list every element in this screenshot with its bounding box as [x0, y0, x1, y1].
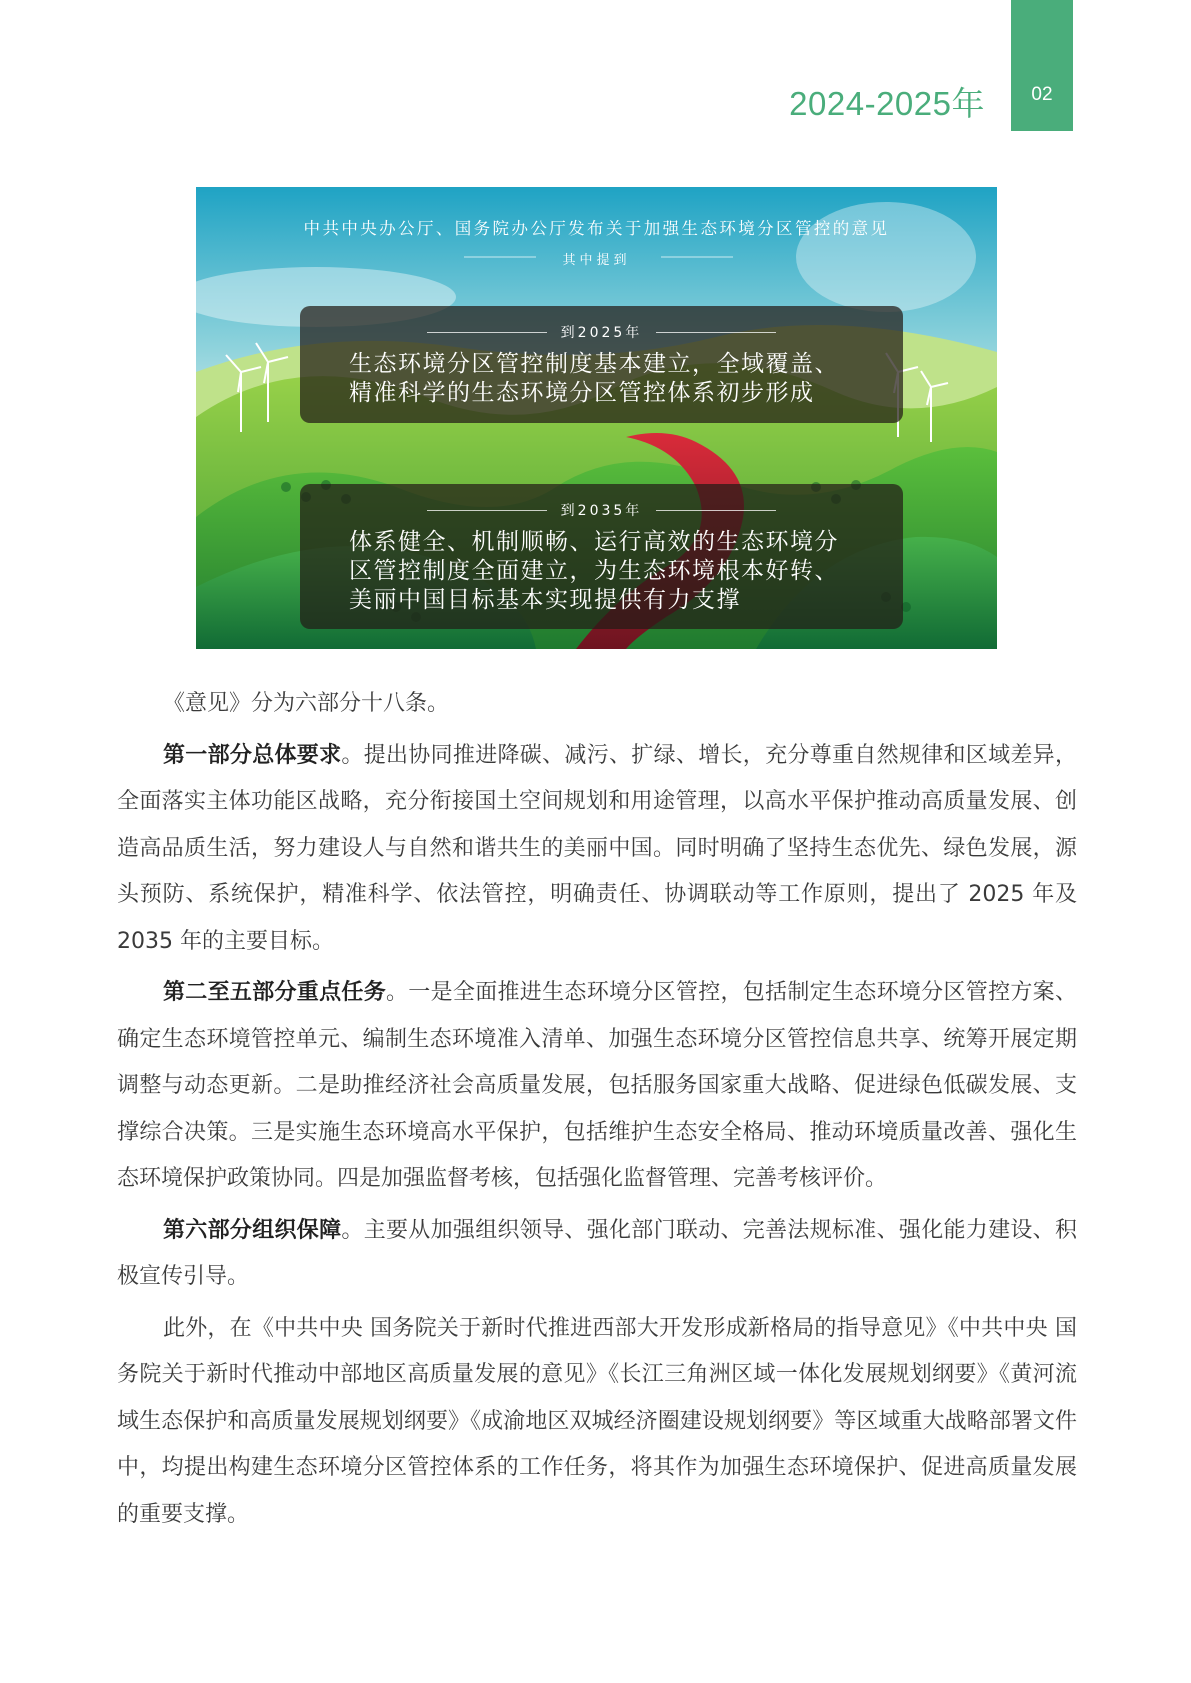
article-body — [117, 681, 1077, 1543]
goal-text: 生态环境分区管控制度基本建立，全域覆盖、 精准科学的生态环境分区管控体系初步形成 — [349, 351, 839, 406]
section-heading: 第一部分总体要求 — [163, 742, 342, 768]
paragraph-part-six — [117, 1208, 1077, 1301]
paragraph-intro: 《意见》分为六部分十八条。 — [163, 691, 450, 716]
paragraph-part-one — [117, 733, 1077, 966]
page-number-tab — [1011, 0, 1073, 131]
paragraph-additional: 此外，在《中共中央 国务院关于新时代推进西部大开发形成新格局的指导意见》《中共中央 国务院关于新时代推动中部地区高质量发展的意见》《长江三角洲区域一体化发展规划纲要》《黄河流域生态保护和高质量发展规划纲要》《成渝地区双城经济圈建设规划纲要》等区域重大战略部署文件中，均提出构建生态环境分区管控体系的工作任务，将其作为加强生态环境保护、促进高质量发展的重要支撑。 — [117, 1315, 1077, 1527]
header-year-label: 2024-2025年 — [789, 85, 985, 122]
banner-subtitle: 其中提到 — [562, 253, 631, 268]
section-heading: 第六部分组织保障 — [163, 1217, 342, 1243]
paragraph-text: 。一是全面推进生态环境分区管控，包括制定生态环境分区管控方案、确定生态环境管控单元、编制生态环境准入清单、加强生态环境分区管控信息共享、统筹开展定期调整与动态更新。二是助推经济社会高质量发展，包括服务国家重大战略、促进绿色低碳发展、支撑综合决策。三是实施生态环境高水平保护，包括维护生态安全格局、推动环境质量改善、强化生态环境保护政策协同。四是加强监督考核，包括强化监督管理、完善考核评价。 — [117, 980, 1077, 1191]
divider-line — [656, 510, 776, 511]
section-heading: 第二至五部分重点任务 — [163, 980, 386, 1005]
divider-line — [427, 510, 547, 511]
paragraph-text: 。主要从加强组织领导、强化部门联动、完善法规标准、强化能力建设、积极宣传引导。 — [117, 1217, 1077, 1289]
goal-box-2035 — [300, 484, 903, 629]
paragraph-text: 。提出协同推进降碳、减污、扩绿、增长，充分尊重自然规律和区域差异，全面落实主体功能区战略，充分衔接国土空间规划和用途管理，以高水平保护推动高质量发展、创造高品质生活，努力建设人与自然和谐共生的美丽中国。同时明确了坚持生态优先、绿色发展，源头预防、系统保护，精准科学、依法管控，明确责任、协调联动等工作原则，提出了 2025 年及 2035 年的主要目标。 — [117, 742, 1077, 954]
goal-text: 体系健全、机制顺畅、运行高效的生态环境分 区管控制度全面建立，为生态环境根本好转、 美丽中国目标基本实现提供有力支撑 — [349, 529, 839, 613]
goal-year-label: 到2035年 — [560, 503, 643, 519]
paragraph-parts-two-to-five — [117, 970, 1077, 1203]
divider-line — [427, 332, 547, 333]
banner-subtitle-row — [196, 249, 997, 268]
goal-heading — [300, 322, 903, 342]
divider-line — [656, 332, 776, 333]
goal-heading — [300, 500, 903, 520]
policy-banner — [196, 187, 997, 649]
goal-year-label: 到2025年 — [560, 325, 643, 341]
banner-title: 中共中央办公厅、国务院办公厅发布关于加强生态环境分区管控的意见 — [303, 219, 890, 238]
goal-box-2025 — [300, 306, 903, 423]
page-number: 02 — [1031, 84, 1053, 105]
